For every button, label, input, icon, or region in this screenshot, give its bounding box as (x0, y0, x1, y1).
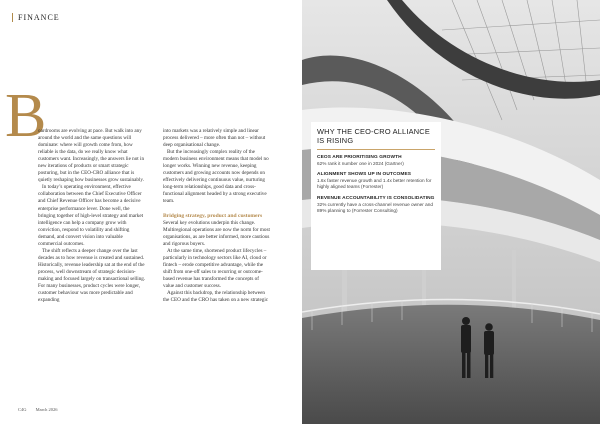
infobox-item (317, 155, 435, 167)
paragraph: oardrooms are evolving at pace. But walk into any around the world and the same questions will dominate: where will growth come from, how reliable is the data, do we really know what customers want. Increasingly, the answers lie not in new iterations of products or smart strategic posturing, but in the CEO-CRO alliance that is quietly reshaping how businesses grow sustainably. (38, 128, 145, 184)
infobox-item-heading: REVENUE ACCOUNTABILITY IS CONSOLIDATING (317, 195, 435, 201)
infobox-title: WHY THE CEO-CRO ALLIANCE IS RISING (317, 128, 435, 150)
infobox-item-heading: ALIGNMENT SHOWS UP IN OUTCOMES (317, 172, 412, 177)
paragraph: into markets was a relatively simple and linear process delivered – more often than not – without deep organisational change. (163, 128, 266, 149)
drop-cap: B (5, 82, 47, 150)
section-label: FINANCE (12, 13, 60, 22)
infobox-item-text: 32% currently have a cross-channel revenue owner and 89% planning to (Forrester Consulting) (317, 201, 433, 214)
infobox-item-text: 62% rank it number one in 2024 (Gartner) (317, 160, 404, 166)
page-footer (18, 407, 66, 412)
infobox-item (317, 196, 435, 215)
sidebar-infobox (311, 122, 441, 270)
issue-date: March 2026 (35, 407, 58, 412)
article-column-1 (38, 128, 146, 304)
paragraph: Against this backdrop, the relationship between the CEO and the CRO has taken on a new strategic (163, 290, 269, 304)
page-number: C4G (18, 407, 27, 412)
infobox-item (317, 172, 435, 191)
infobox-item-text: 1.6x faster revenue growth and 1.4x better retention for highly aligned teams (Forrester) (317, 178, 432, 190)
paragraph: At the same time, shortened product lifecycles – particularly in technology sectors like AI, cloud or fintech – erode competitive advantage, while the shift from one-off sales to recurring or outcome-based revenue has transformed the concepts of value and customer success. (163, 247, 267, 289)
infobox-item-heading: CEOS ARE PRIORITISING GROWTH (317, 154, 402, 160)
article-subhead: Bridging strategy, product and customers (163, 212, 263, 219)
paragraph: The shift reflects a deeper change over the last decades as to how revenue is created and sustained. Historically, revenue leadership sat at the end of the process, well downstream of strategic decision-making and focused largely on transactional selling. For many businesses, product cycles were longer, customer behaviour was more predictable and expanding (38, 247, 146, 304)
paragraph: Several key evolutions underpin this change. Multiregional operations are now the norm for most organisations, as are better informed, more cautious and rigorous buyers. (163, 219, 270, 247)
article-column-2 (163, 128, 271, 304)
paragraph: But the increasingly complex reality of the modern business environment means that model no longer works. Winning new revenue, keeping customers and growing accounts now depends on effectively delivering continuous value, nurturing long-term relationships, good data and cross-functional alignment headed by a strong executive team. (163, 149, 269, 205)
paragraph: In today’s operating environment, effective collaboration between the Chief Executive Officer and Chief Revenue Officer has become a decisive enterprise performance lever. Done well, the bringing together of high-level strategy and market intelligence can help a company grow with conviction, respond to volatility and shifting demand, and convert vision into valuable commercial outcomes. (38, 184, 144, 247)
